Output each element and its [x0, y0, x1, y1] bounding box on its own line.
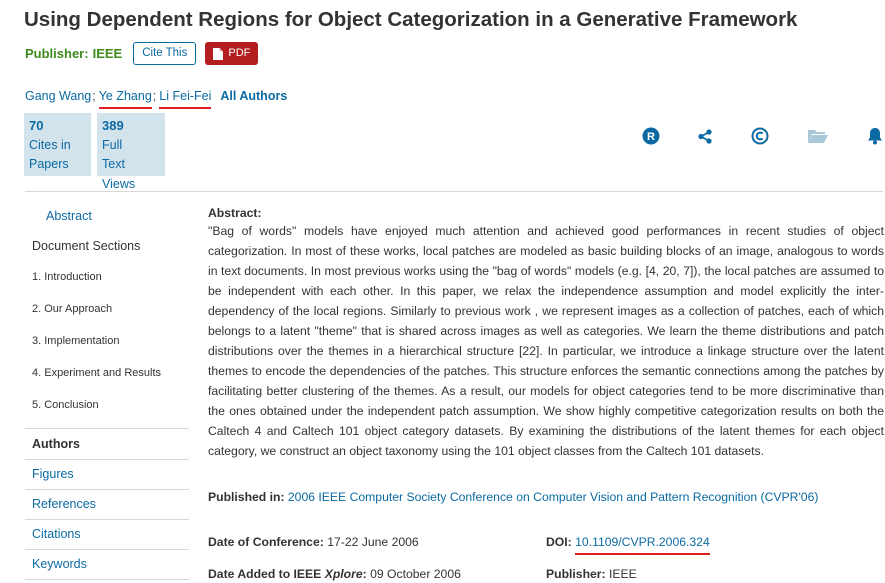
pdf-button[interactable] [205, 42, 258, 65]
date-of-conference-value: 17-22 June 2006 [327, 535, 419, 549]
published-in-link[interactable]: 2006 IEEE Computer Society Conference on Computer Vision and Pattern Recognition (CVPR'06) [287, 490, 819, 504]
author-link[interactable]: Ye Zhang [99, 89, 152, 109]
metric-label-line: Full [102, 137, 123, 152]
sidebar-section-conclusion[interactable]: 5. Conclusion [32, 399, 99, 411]
date-added-label [208, 567, 367, 581]
date-added [208, 567, 461, 581]
published-in-label: Published in: [208, 490, 285, 504]
publisher-label: Publisher: [25, 46, 89, 61]
sidebar-divider [25, 519, 189, 520]
publisher-info-label: Publisher: [546, 567, 606, 581]
folder-icon[interactable] [808, 129, 828, 144]
author-link[interactable]: Gang Wang [25, 89, 92, 103]
cite-this-button[interactable]: Cite This [133, 42, 196, 65]
date-of-conference [208, 535, 419, 549]
sidebar-divider [25, 489, 189, 490]
sidebar-section-our-approach[interactable]: 2. Our Approach [32, 303, 113, 315]
sidebar-section-implementation[interactable]: 3. Implementation [32, 335, 120, 347]
share-icon[interactable] [698, 129, 712, 144]
sidebar-item-authors[interactable]: Authors [32, 437, 80, 451]
date-added-label-suffix: : [362, 567, 367, 581]
author-link[interactable]: Li Fei-Fei [159, 89, 211, 109]
all-authors-link[interactable]: All Authors [220, 89, 288, 103]
sidebar-section-experiment-results[interactable]: 4. Experiment and Results [32, 367, 162, 379]
author-separator: ; [92, 89, 96, 103]
date-added-label-prefix: Date Added to IEEE [208, 567, 325, 581]
xplore-label: Xplore [324, 567, 363, 581]
pdf-button-label: PDF [228, 47, 251, 59]
author-list [25, 89, 287, 103]
sidebar-divider [25, 459, 189, 460]
alert-bell-icon[interactable] [867, 127, 883, 145]
pdf-file-icon [213, 48, 223, 60]
metric-label-line: Text Views [102, 157, 136, 191]
sidebar-item-abstract[interactable]: Abstract [46, 209, 92, 223]
publisher-name: IEEE [92, 46, 123, 61]
doi-label: DOI: [546, 535, 572, 549]
sidebar-divider [25, 428, 189, 429]
page-title: Using Dependent Regions for Object Categorization in a Generative Framework [24, 8, 798, 31]
sidebar-section-introduction[interactable]: 1. Introduction [32, 271, 102, 283]
sidebar-item-citations[interactable]: Citations [32, 527, 81, 541]
copyright-icon[interactable] [751, 127, 769, 145]
action-icon-bar [0, 127, 885, 147]
doi [546, 535, 710, 549]
svg-text:R: R [647, 131, 655, 143]
author-separator: ; [152, 89, 157, 103]
section-divider [25, 191, 883, 192]
metric-value: 389 [102, 118, 124, 133]
sidebar-item-keywords[interactable]: Keywords [32, 557, 87, 571]
publisher-info [546, 567, 637, 581]
published-in [208, 490, 818, 504]
abstract-text: "Bag of words" models have enjoyed much attention and achieved good performances in recent studies of object categorization. In most of these works, local patches are modeled as basic building blocks of an image, analogous to words in text documents. In most previous works using the "bag of words" models (e.g. [4, 20, 7]), the local patches are assumed to be independent with each other. In this paper, we relax the independence assumption and model explicitly the inter-dependency of the local regions. Similarly to previous work , we represent images as a collection of patches, each of which belongs to a latent "theme" that is shared across images as well as categories. We learn the theme distributions and patch distributions over the themes in a hierarchical structure [22]. In particular, we introduce a linkage structure over the latent themes to encode the dependencies of the patches. This structure enforces the semantic connections among the patches by facilitating better clustering of the themes. As a result, our models for object categories tend to be more discriminative than the ones obtained under the independent patch assumption. We show highly competitive categorization results on both the Caltech 4 and Caltech 101 object category datasets. By examining the distributions of the latent themes for each object category, we construct an object taxonomy using the 101 object classes from the Caltech 101 datasets. [208, 224, 884, 458]
publisher-info-value: IEEE [608, 567, 637, 581]
sidebar-item-references[interactable]: References [32, 497, 96, 511]
metric-label-line: Papers [29, 157, 69, 171]
doi-link[interactable]: 10.1109/CVPR.2006.324 [575, 535, 710, 555]
abstract-heading: Abstract: [208, 206, 262, 220]
sidebar-item-figures[interactable]: Figures [32, 467, 74, 481]
sidebar-divider [25, 579, 189, 580]
rights-icon[interactable] [642, 127, 660, 145]
publisher-row [25, 42, 258, 65]
sidebar-divider [25, 549, 189, 550]
abstract-section [208, 206, 884, 461]
date-added-value: 09 October 2006 [370, 567, 461, 581]
document-sections-heading: Document Sections [32, 239, 141, 253]
metric-value: 70 [29, 118, 44, 133]
date-of-conference-label: Date of Conference: [208, 535, 324, 549]
metric-label-line: Cites in [29, 137, 71, 152]
